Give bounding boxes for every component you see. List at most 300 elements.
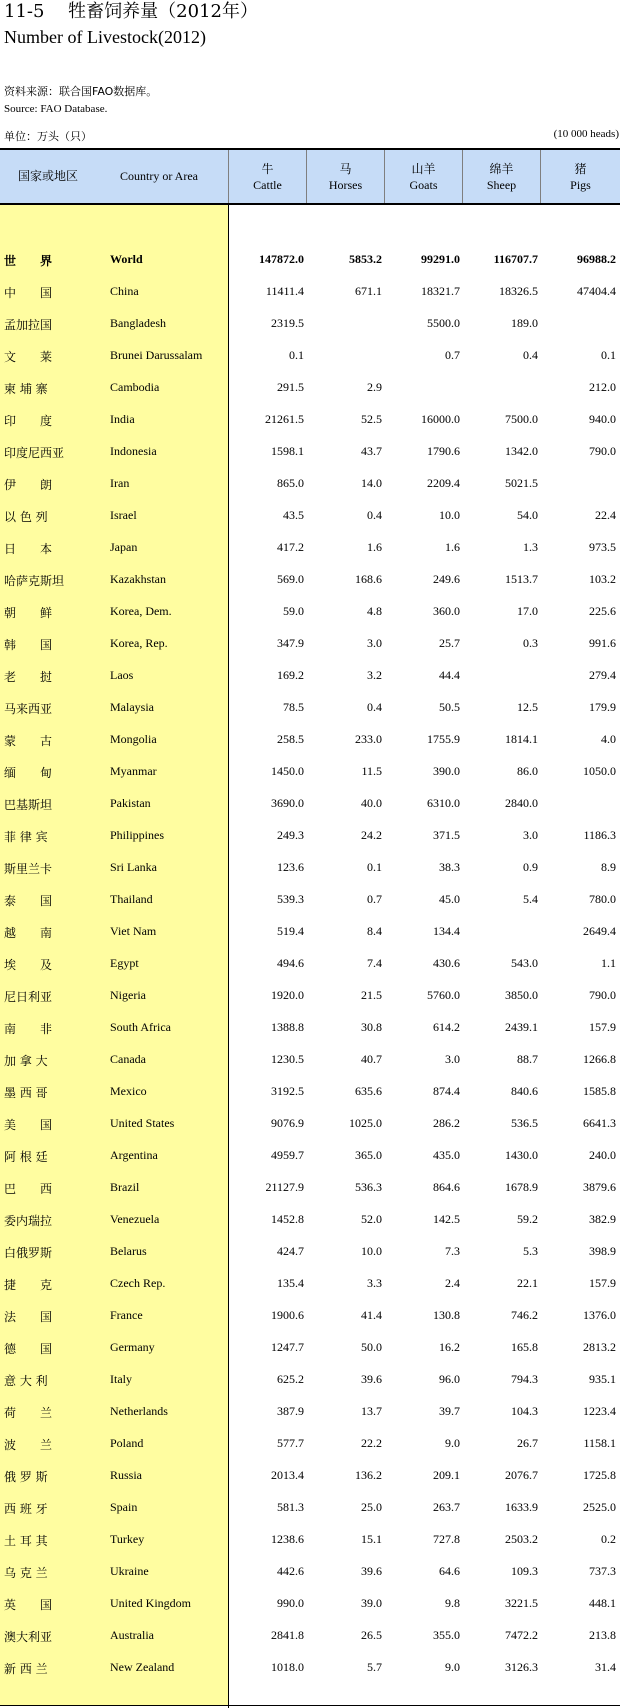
country-name-cn: 蒙 古	[4, 734, 53, 748]
cell-goats: 9.0	[445, 1660, 460, 1674]
cell-sheep: 1.3	[523, 540, 538, 554]
country-name-en: Israel	[110, 508, 137, 522]
cell-sheep: 794.3	[511, 1372, 538, 1386]
cell-horses: 1.6	[367, 540, 382, 554]
country-name-cn: 菲 律 宾	[4, 830, 48, 844]
cell-goats: 44.4	[439, 668, 460, 682]
country-name-cn: 日 本	[4, 542, 53, 556]
country-name-cn: 波 兰	[4, 1438, 53, 1452]
country-name-en: Belarus	[110, 1244, 147, 1258]
country-name-cn: 英 国	[4, 1598, 53, 1612]
cell-goats: 142.5	[433, 1212, 460, 1226]
table-body	[0, 244, 620, 1684]
cell-goats: 10.0	[439, 508, 460, 522]
cell-goats: 1790.6	[427, 444, 460, 458]
country-name-cn: 越 南	[4, 926, 53, 940]
country-name-en: Netherlands	[110, 1404, 168, 1418]
table-row	[0, 1268, 620, 1300]
country-name-en: France	[110, 1308, 143, 1322]
cell-pigs: 1266.8	[583, 1052, 616, 1066]
cell-horses: 52.5	[361, 412, 382, 426]
cell-sheep: 840.6	[511, 1084, 538, 1098]
country-name-en: Cambodia	[110, 380, 160, 394]
cell-sheep: 536.5	[511, 1116, 538, 1130]
table-row	[0, 1620, 620, 1652]
cell-pigs: 225.6	[589, 604, 616, 618]
table-bottom-rule	[0, 1705, 620, 1706]
header-horses	[307, 150, 384, 203]
country-name-cn: 巴基斯坦	[4, 798, 53, 812]
cell-sheep: 3.0	[523, 828, 538, 842]
cell-cattle: 3690.0	[271, 796, 304, 810]
cell-horses: 14.0	[361, 476, 382, 490]
header-goats	[385, 150, 462, 203]
cell-horses: 5.7	[367, 1660, 382, 1674]
country-name-cn: 缅 甸	[4, 766, 53, 780]
country-name-cn: 白俄罗斯	[4, 1246, 53, 1260]
cell-pigs: 1376.0	[583, 1308, 616, 1322]
cell-pigs: 737.3	[589, 1564, 616, 1578]
cell-cattle: 347.9	[277, 636, 304, 650]
cell-cattle: 387.9	[277, 1404, 304, 1418]
table-row	[0, 1204, 620, 1236]
cell-horses: 7.4	[367, 956, 382, 970]
cell-horses: 4.8	[367, 604, 382, 618]
country-name-cn: 老 挝	[4, 670, 53, 684]
cell-goats: 1.6	[445, 540, 460, 554]
cell-cattle: 21261.5	[265, 412, 304, 426]
cell-cattle: 1230.5	[271, 1052, 304, 1066]
cell-horses: 136.2	[355, 1468, 382, 1482]
table-row	[0, 948, 620, 980]
header-sheep-en: Sheep	[486, 177, 517, 192]
cell-pigs: 240.0	[589, 1148, 616, 1162]
country-name-cn: 乌 克 兰	[4, 1566, 48, 1580]
cell-horses: 10.0	[361, 1244, 382, 1258]
header-pigs	[541, 150, 620, 203]
cell-pigs: 4.0	[601, 732, 616, 746]
header-sheep-cn: 绵羊	[489, 161, 514, 176]
cell-goats: 249.6	[433, 572, 460, 586]
country-name-cn: 伊 朗	[4, 478, 53, 492]
cell-horses: 39.0	[361, 1596, 382, 1610]
header-country-en: Country or Area	[120, 169, 198, 183]
cell-cattle: 43.5	[283, 508, 304, 522]
cell-cattle: 2841.8	[271, 1628, 304, 1642]
header-goats-cn: 山羊	[411, 161, 436, 176]
table-row	[0, 276, 620, 308]
cell-sheep: 0.3	[523, 636, 538, 650]
cell-pigs: 1585.8	[583, 1084, 616, 1098]
table-row	[0, 1172, 620, 1204]
cell-pigs: 398.9	[589, 1244, 616, 1258]
header-cattle-en: Cattle	[253, 177, 282, 192]
page-title-en: Number of Livestock(2012)	[4, 27, 206, 47]
source-en: Source: FAO Database.	[4, 103, 108, 115]
cell-pigs: 279.4	[589, 668, 616, 682]
cell-horses: 24.2	[361, 828, 382, 842]
country-name-cn: 朝 鲜	[4, 606, 53, 620]
cell-goats: 435.0	[433, 1148, 460, 1162]
cell-pigs: 179.9	[589, 700, 616, 714]
cell-cattle: 569.0	[277, 572, 304, 586]
cell-pigs: 96988.2	[577, 252, 616, 266]
country-name-en: Indonesia	[110, 444, 157, 458]
cell-cattle: 625.2	[277, 1372, 304, 1386]
cell-pigs: 213.8	[589, 1628, 616, 1642]
country-name-en: Laos	[110, 668, 134, 682]
country-name-en: Bangladesh	[110, 316, 166, 330]
cell-sheep: 7472.2	[505, 1628, 538, 1642]
cell-cattle: 4959.7	[271, 1148, 304, 1162]
table-row	[0, 756, 620, 788]
cell-horses: 30.8	[361, 1020, 382, 1034]
cell-sheep: 109.3	[511, 1564, 538, 1578]
country-name-en: United States	[110, 1116, 175, 1130]
cell-goats: 99291.0	[421, 252, 460, 266]
table-row	[0, 372, 620, 404]
cell-goats: 9.8	[445, 1596, 460, 1610]
cell-goats: 25.7	[439, 636, 460, 650]
country-name-en: Canada	[110, 1052, 146, 1066]
cell-cattle: 1598.1	[271, 444, 304, 458]
cell-sheep: 0.4	[523, 348, 538, 362]
cell-horses: 3.3	[367, 1276, 382, 1290]
country-name-cn: 俄 罗 斯	[4, 1470, 48, 1484]
cell-sheep: 86.0	[517, 764, 538, 778]
cell-cattle: 539.3	[277, 892, 304, 906]
cell-cattle: 442.6	[277, 1564, 304, 1578]
header-pigs-cn: 猪	[574, 161, 587, 176]
country-name-en: Sri Lanka	[110, 860, 157, 874]
cell-pigs: 940.0	[589, 412, 616, 426]
cell-horses: 25.0	[361, 1500, 382, 1514]
cell-sheep: 18326.5	[499, 284, 538, 298]
cell-pigs: 448.1	[589, 1596, 616, 1610]
cell-sheep: 1513.7	[505, 572, 538, 586]
cell-sheep: 1430.0	[505, 1148, 538, 1162]
cell-sheep: 3850.0	[505, 988, 538, 1002]
cell-pigs: 0.1	[601, 348, 616, 362]
cell-sheep: 104.3	[511, 1404, 538, 1418]
cell-cattle: 990.0	[277, 1596, 304, 1610]
cell-cattle: 147872.0	[259, 252, 304, 266]
cell-sheep: 1633.9	[505, 1500, 538, 1514]
country-name-cn: 以 色 列	[4, 510, 48, 524]
country-name-en: Myanmar	[110, 764, 157, 778]
cell-pigs: 790.0	[589, 988, 616, 1002]
cell-goats: 39.7	[439, 1404, 460, 1418]
cell-cattle: 78.5	[283, 700, 304, 714]
cell-horses: 13.7	[361, 1404, 382, 1418]
cell-goats: 874.4	[433, 1084, 460, 1098]
cell-horses: 26.5	[361, 1628, 382, 1642]
table-row	[0, 1524, 620, 1556]
cell-sheep: 2503.2	[505, 1532, 538, 1546]
cell-goats: 3.0	[445, 1052, 460, 1066]
cell-pigs: 212.0	[589, 380, 616, 394]
cell-horses: 41.4	[361, 1308, 382, 1322]
cell-horses: 0.4	[367, 700, 382, 714]
cell-goats: 727.8	[433, 1532, 460, 1546]
cell-pigs: 157.9	[589, 1276, 616, 1290]
table-row	[0, 1140, 620, 1172]
cell-sheep: 3126.3	[505, 1660, 538, 1674]
country-name-cn: 加 拿 大	[4, 1054, 48, 1068]
cell-sheep: 5.3	[523, 1244, 538, 1258]
cell-goats: 209.1	[433, 1468, 460, 1482]
table-row	[0, 1364, 620, 1396]
cell-goats: 360.0	[433, 604, 460, 618]
country-name-en: Iran	[110, 476, 130, 490]
cell-sheep: 116707.7	[493, 252, 538, 266]
country-name-cn: 新 西 兰	[4, 1662, 48, 1676]
cell-goats: 355.0	[433, 1628, 460, 1642]
cell-cattle: 249.3	[277, 828, 304, 842]
cell-sheep: 7500.0	[505, 412, 538, 426]
cell-sheep: 22.1	[517, 1276, 538, 1290]
country-name-en: Russia	[110, 1468, 143, 1482]
country-name-en: Egypt	[110, 956, 139, 970]
cell-cattle: 1450.0	[271, 764, 304, 778]
cell-goats: 864.6	[433, 1180, 460, 1194]
country-name-cn: 孟加拉国	[4, 318, 53, 332]
country-name-en: Poland	[110, 1436, 144, 1450]
country-name-en: Mongolia	[110, 732, 157, 746]
table-row	[0, 820, 620, 852]
cell-sheep: 2439.1	[505, 1020, 538, 1034]
country-name-en: Nigeria	[110, 988, 146, 1002]
cell-cattle: 519.4	[277, 924, 304, 938]
cell-horses: 50.0	[361, 1340, 382, 1354]
table-row	[0, 1332, 620, 1364]
country-name-en: Japan	[110, 540, 138, 554]
header-cattle-cn: 牛	[261, 161, 274, 176]
cell-goats: 2.4	[445, 1276, 460, 1290]
table-row	[0, 1652, 620, 1684]
country-name-en: Spain	[110, 1500, 138, 1514]
cell-cattle: 59.0	[283, 604, 304, 618]
country-name-en: World	[110, 252, 143, 266]
table-row	[0, 404, 620, 436]
title-block	[4, 0, 616, 48]
cell-horses: 3.0	[367, 636, 382, 650]
table-row	[0, 1588, 620, 1620]
cell-goats: 5760.0	[427, 988, 460, 1002]
cell-cattle: 169.2	[277, 668, 304, 682]
country-name-cn: 文 莱	[4, 350, 53, 364]
cell-horses: 365.0	[355, 1148, 382, 1162]
cell-sheep: 2076.7	[505, 1468, 538, 1482]
cell-pigs: 790.0	[589, 444, 616, 458]
cell-goats: 7.3	[445, 1244, 460, 1258]
cell-goats: 1755.9	[427, 732, 460, 746]
cell-goats: 371.5	[433, 828, 460, 842]
header-sheep	[463, 150, 540, 203]
country-name-cn: 马来西亚	[4, 702, 53, 716]
cell-horses: 15.1	[361, 1532, 382, 1546]
table-row	[0, 1076, 620, 1108]
cell-cattle: 577.7	[277, 1436, 304, 1450]
country-name-cn: 墨 西 哥	[4, 1086, 48, 1100]
cell-pigs: 382.9	[589, 1212, 616, 1226]
cell-horses: 1025.0	[349, 1116, 382, 1130]
unit-line	[4, 128, 619, 144]
table-row	[0, 1300, 620, 1332]
cell-pigs: 2525.0	[583, 1500, 616, 1514]
cell-goats: 45.0	[439, 892, 460, 906]
source-cn: 资料来源：联合国FAO数据库。	[4, 85, 158, 98]
cell-cattle: 1238.6	[271, 1532, 304, 1546]
header-horses-en: Horses	[328, 177, 363, 192]
country-name-en: Brunei Darussalam	[110, 348, 203, 362]
table-row	[0, 308, 620, 340]
table-row	[0, 436, 620, 468]
cell-sheep: 17.0	[517, 604, 538, 618]
cell-pigs: 1.1	[601, 956, 616, 970]
cell-goats: 38.3	[439, 860, 460, 874]
table-row	[0, 500, 620, 532]
country-name-en: Germany	[110, 1340, 155, 1354]
cell-cattle: 258.5	[277, 732, 304, 746]
table-row	[0, 916, 620, 948]
cell-goats: 18321.7	[421, 284, 460, 298]
cell-goats: 16000.0	[421, 412, 460, 426]
cell-horses: 40.7	[361, 1052, 382, 1066]
cell-goats: 9.0	[445, 1436, 460, 1450]
page-title-cn: 11-5 牲畜饲养量（2012年）	[4, 1, 258, 22]
cell-sheep: 12.5	[517, 700, 538, 714]
table-row	[0, 724, 620, 756]
cell-sheep: 1342.0	[505, 444, 538, 458]
header-cattle	[229, 150, 306, 203]
cell-goats: 16.2	[439, 1340, 460, 1354]
country-name-cn: 西 班 牙	[4, 1502, 48, 1516]
country-name-cn: 巴 西	[4, 1182, 53, 1196]
cell-goats: 6310.0	[427, 796, 460, 810]
cell-pigs: 6641.3	[583, 1116, 616, 1130]
table-row	[0, 788, 620, 820]
cell-sheep: 2840.0	[505, 796, 538, 810]
country-name-cn: 德 国	[4, 1342, 53, 1356]
country-name-en: China	[110, 284, 139, 298]
cell-cattle: 123.6	[277, 860, 304, 874]
cell-sheep: 1678.9	[505, 1180, 538, 1194]
cell-cattle: 1388.8	[271, 1020, 304, 1034]
country-name-cn: 埃 及	[4, 958, 53, 972]
cell-cattle: 2319.5	[271, 316, 304, 330]
cell-cattle: 11411.4	[265, 284, 304, 298]
country-name-cn: 泰 国	[4, 894, 53, 908]
country-name-cn: 中 国	[4, 286, 53, 300]
country-name-en: India	[110, 412, 135, 426]
country-name-cn: 意 大 利	[4, 1374, 48, 1388]
cell-goats: 50.5	[439, 700, 460, 714]
cell-goats: 130.8	[433, 1308, 460, 1322]
country-name-en: Argentina	[110, 1148, 158, 1162]
cell-horses: 39.6	[361, 1372, 382, 1386]
country-name-cn: 委内瑞拉	[4, 1214, 53, 1228]
cell-pigs: 47404.4	[577, 284, 616, 298]
cell-pigs: 991.6	[589, 636, 616, 650]
header-goats-en: Goats	[409, 177, 438, 192]
cell-sheep: 3221.5	[505, 1596, 538, 1610]
cell-horses: 0.4	[367, 508, 382, 522]
country-name-en: Brazil	[110, 1180, 140, 1194]
table-row	[0, 1396, 620, 1428]
cell-sheep: 543.0	[511, 956, 538, 970]
cell-horses: 40.0	[361, 796, 382, 810]
cell-goats: 2209.4	[427, 476, 460, 490]
country-name-cn: 阿 根 廷	[4, 1150, 48, 1164]
country-name-en: Pakistan	[110, 796, 151, 810]
cell-horses: 3.2	[367, 668, 382, 682]
table-row	[0, 1460, 620, 1492]
cell-cattle: 1018.0	[271, 1660, 304, 1674]
cell-goats: 286.2	[433, 1116, 460, 1130]
table-row	[0, 1236, 620, 1268]
cell-cattle: 1247.7	[271, 1340, 304, 1354]
cell-goats: 96.0	[439, 1372, 460, 1386]
country-name-en: Kazakhstan	[110, 572, 166, 586]
country-name-cn: 美 国	[4, 1118, 53, 1132]
country-name-en: Czech Rep.	[110, 1276, 166, 1290]
country-name-cn: 尼日利亚	[4, 990, 53, 1004]
cell-cattle: 1452.8	[271, 1212, 304, 1226]
cell-sheep: 189.0	[511, 316, 538, 330]
cell-goats: 263.7	[433, 1500, 460, 1514]
cell-cattle: 3192.5	[271, 1084, 304, 1098]
table-row	[0, 1492, 620, 1524]
country-name-en: Malaysia	[110, 700, 154, 714]
cell-cattle: 2013.4	[271, 1468, 304, 1482]
cell-sheep: 88.7	[517, 1052, 538, 1066]
cell-pigs: 3879.6	[583, 1180, 616, 1194]
livestock-table	[0, 148, 620, 1708]
cell-pigs: 935.1	[589, 1372, 616, 1386]
country-name-en: Korea, Rep.	[110, 636, 168, 650]
cell-pigs: 1050.0	[583, 764, 616, 778]
cell-horses: 11.5	[361, 764, 382, 778]
cell-pigs: 0.2	[601, 1532, 616, 1546]
country-name-cn: 韩 国	[4, 638, 53, 652]
table-row	[0, 244, 620, 276]
country-name-cn: 荷 兰	[4, 1406, 53, 1420]
country-name-en: New Zealand	[110, 1660, 175, 1674]
cell-horses: 671.1	[355, 284, 382, 298]
cell-pigs: 8.9	[601, 860, 616, 874]
header-pigs-en: Pigs	[570, 177, 591, 192]
cell-cattle: 291.5	[277, 380, 304, 394]
cell-cattle: 0.1	[289, 348, 304, 362]
cell-pigs: 1725.8	[583, 1468, 616, 1482]
table-row	[0, 980, 620, 1012]
country-name-en: Ukraine	[110, 1564, 149, 1578]
cell-pigs: 1223.4	[583, 1404, 616, 1418]
table-row	[0, 1556, 620, 1588]
cell-horses: 39.6	[361, 1564, 382, 1578]
cell-sheep: 59.2	[517, 1212, 538, 1226]
cell-goats: 5500.0	[427, 316, 460, 330]
cell-cattle: 9076.9	[271, 1116, 304, 1130]
table-row	[0, 884, 620, 916]
country-name-cn: 印度尼西亚	[4, 446, 65, 460]
country-name-cn: 世 界	[4, 254, 53, 268]
cell-cattle: 424.7	[277, 1244, 304, 1258]
unit-cn: 单位：万头（只）	[4, 130, 92, 143]
cell-goats: 390.0	[433, 764, 460, 778]
cell-horses: 635.6	[355, 1084, 382, 1098]
